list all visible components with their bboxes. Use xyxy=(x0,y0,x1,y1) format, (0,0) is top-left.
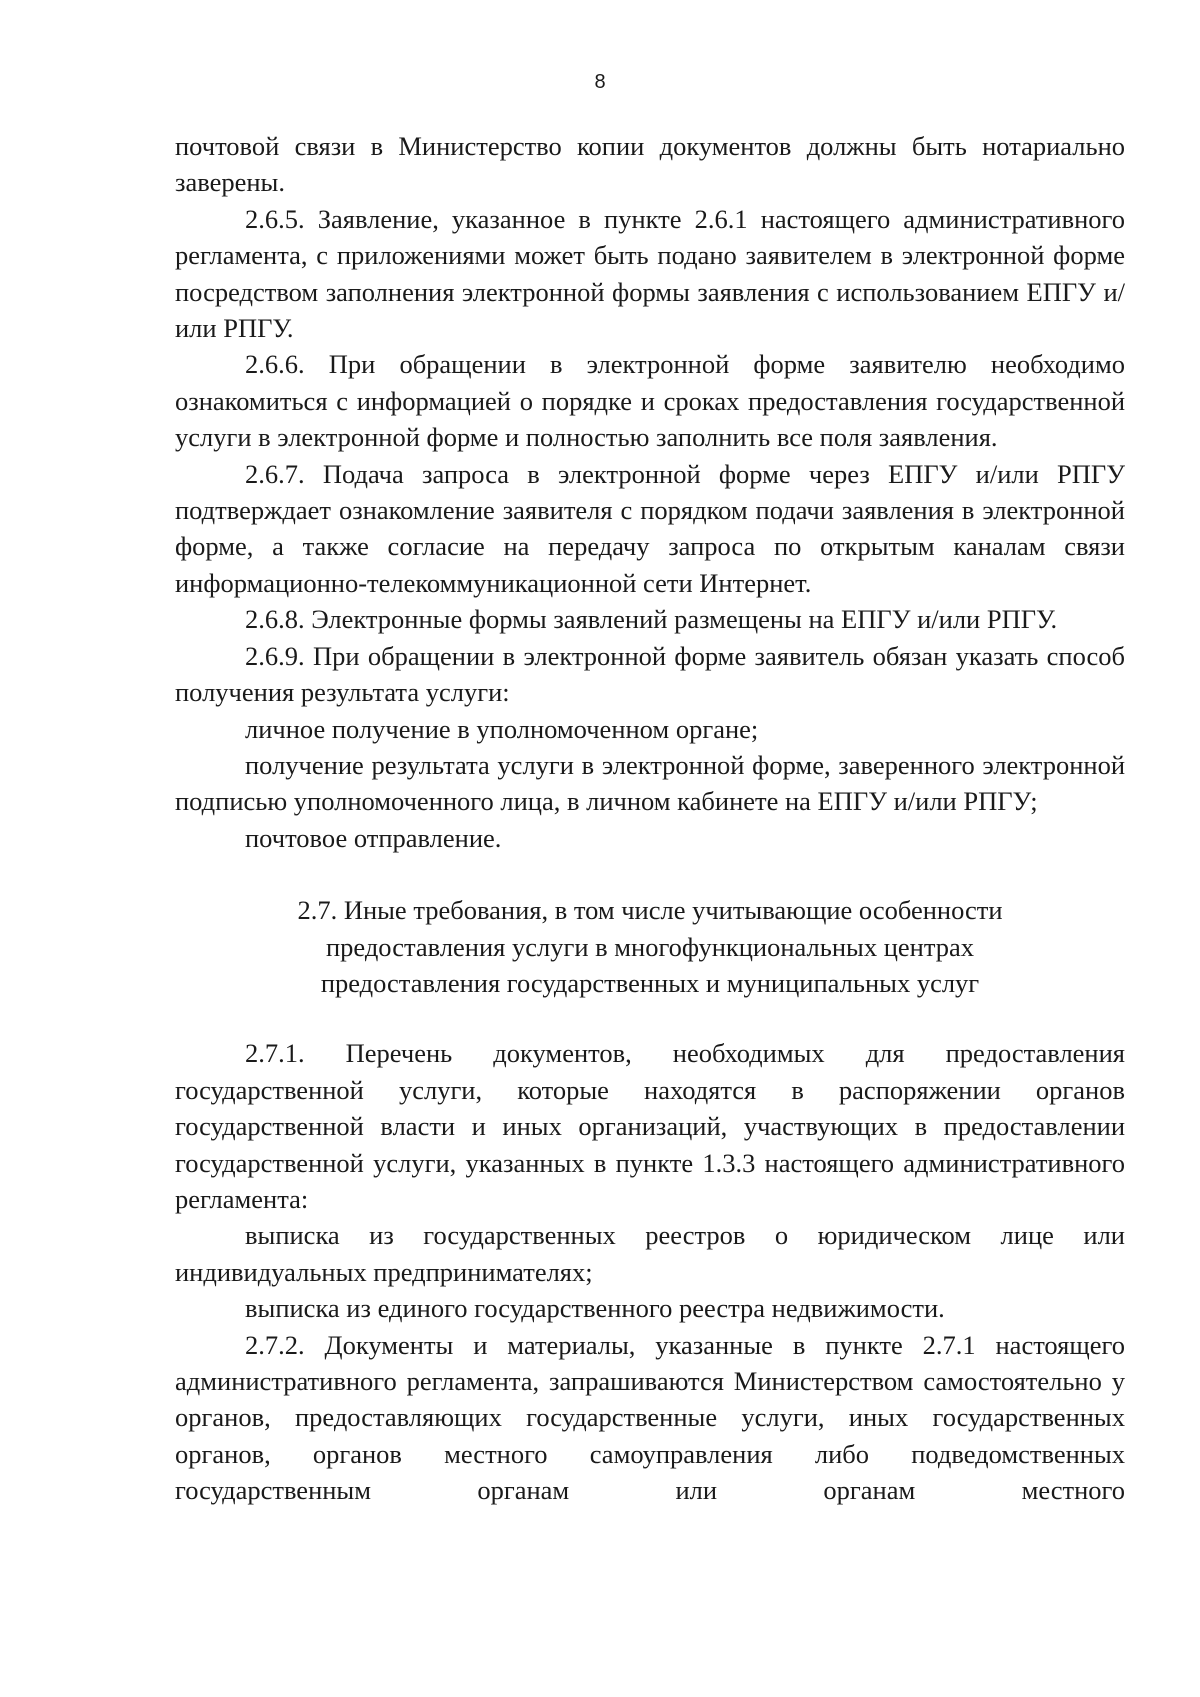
paragraph-continuation: почтовой связи в Министерство копии документов должны быть нотариально заверены. xyxy=(175,131,1125,198)
paragraph-2-7-1: 2.7.1. Перечень документов, необходимых для предоставления государственной услуги, которые находятся в распоряжении органов государственной власти и иных организаций, участвующих в предоставлении государственной услуги, указанных в пункте 1.3.3 настоящего административного регламента: xyxy=(175,1038,1125,1214)
section-heading-2-7 xyxy=(175,892,1125,1001)
list-item-real-estate-extract: выписка из единого государственного реестра недвижимости. xyxy=(245,1293,945,1324)
list-item-postal: почтовое отправление. xyxy=(245,822,502,853)
page-number: 8 xyxy=(594,71,606,93)
paragraph-2-6-7: 2.6.7. Подача запроса в электронной форме через ЕПГУ и/или РПГУ подтверждает ознакомление заявителя с порядком подачи заявления в электронной форме, а также согласие на передачу запроса по открытым каналам связи информационно-телекоммуникационной сети Интернет. xyxy=(175,458,1125,598)
paragraph-2-6-6: 2.6.6. При обращении в электронной форме заявителю необходимо ознакомиться с информацией о порядке и сроках предоставления государственной услуги в электронной форме и полностью заполнить все поля заявления. xyxy=(175,349,1125,453)
list-item-personal-receipt: личное получение в уполномоченном органе; xyxy=(245,713,759,744)
list-item-electronic-receipt: получение результата услуги в электронной форме, заверенного электронной подписью уполномоченного лица, в личном кабинете на ЕПГУ и/или РПГУ; xyxy=(175,749,1125,817)
paragraph-2-6-9: 2.6.9. При обращении в электронной форме заявитель обязан указать способ получения результата услуги: xyxy=(175,640,1125,708)
section-heading-line: 2.7. Иные требования, в том числе учитывающие особенности xyxy=(297,895,1003,926)
section-heading-line: предоставления услуги в многофункциональных центрах xyxy=(325,931,975,962)
paragraph-2-6-8: 2.6.8. Электронные формы заявлений размещены на ЕПГУ и/или РПГУ. xyxy=(245,604,1058,635)
section-heading-line: предоставления государственных и муниципальных услуг xyxy=(320,967,980,998)
paragraph-2-6-5: 2.6.5. Заявление, указанное в пункте 2.6.1 настоящего административного регламента, с приложениями может быть подано заявителем в электронной форме посредством заполнения электронной формы заявления с использованием ЕПГУ и/или РПГУ. xyxy=(175,203,1125,344)
paragraph-2-7-2: 2.7.2. Документы и материалы, указанные в пункте 2.7.1 настоящего административного регламента, запрашиваются Министерством самостоятельно у органов, предоставляющих государственные услуги, иных государственных органов, органов местного самоуправления либо подведомственных государственным органам или органам местного xyxy=(175,1329,1125,1506)
document-body xyxy=(175,128,1125,1509)
list-item-legal-entity-extract: выписка из государственных реестров о юридическом лице или индивидуальных предпринимателях; xyxy=(175,1220,1125,1287)
